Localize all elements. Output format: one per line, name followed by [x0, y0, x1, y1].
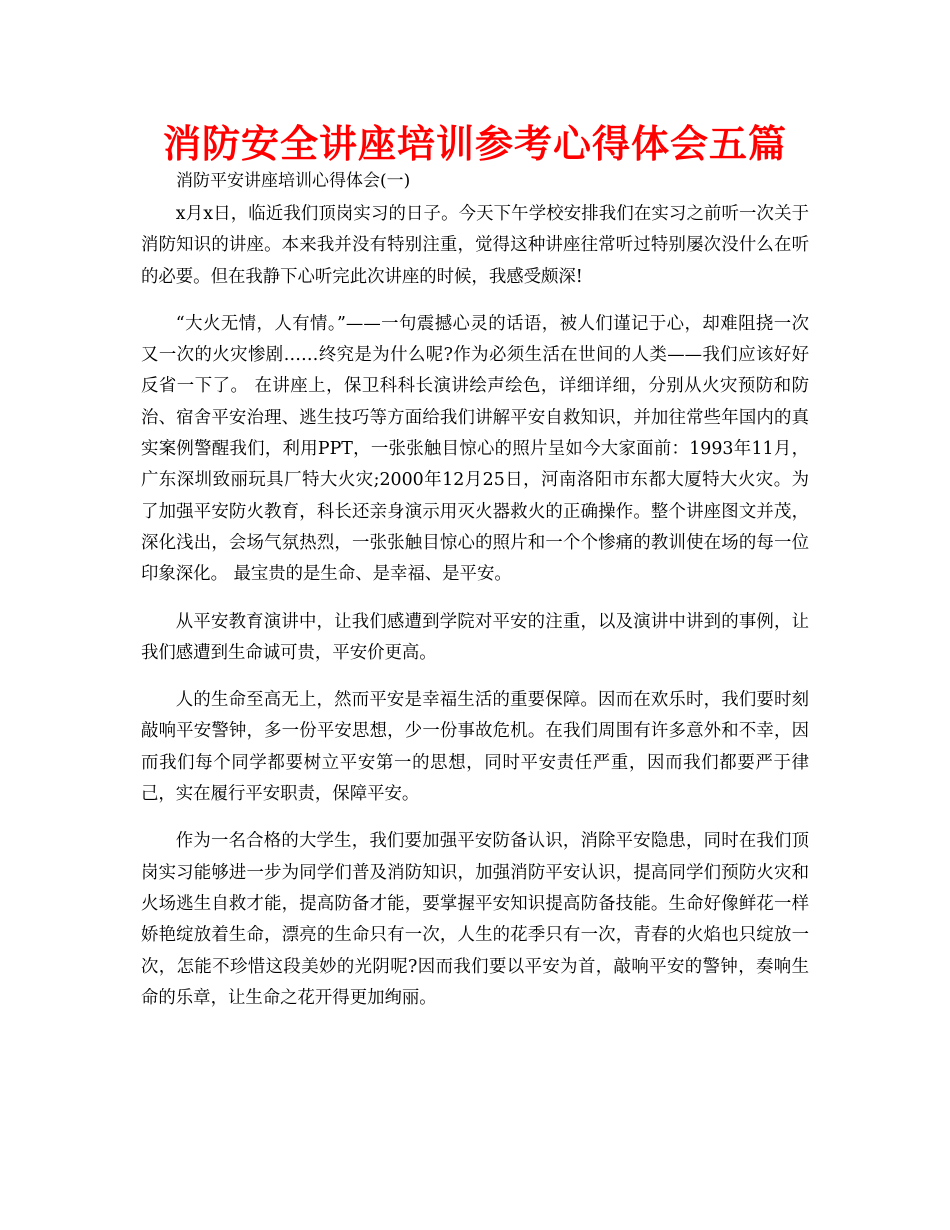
document-body — [141, 199, 809, 1030]
paragraph: 人的生命至高无上，然而平安是幸福生活的重要保障。因而在欢乐时，我们要时刻敲响平安警钟，多一份平安思想，少一份事故危机。在我们周围有许多意外和不幸，因而我们每个同学都要树立平安第一的思想，同时平安责任严重，因而我们都要严于律己，实在履行平安职责，保障平安。 — [141, 690, 809, 805]
paragraph: x月x日，临近我们顶岗实习的日子。今天下午学校安排我们在实习之前听一次关于消防知识的讲座。本来我并没有特别注重，觉得这种讲座往常听过特别屡次没什么在听的必要。但在我静下心听完此次讲座的时候，我感受颇深! — [141, 204, 809, 287]
paragraph: “大火无情，人有情。”——一句震撼心灵的话语，被人们谨记于心，却难阻挠一次又一次的火灾惨剧……终究是为什么呢?作为必须生活在世间的人类——我们应该好好反省一下了。 在讲座上，保卫科科长演讲绘声绘色，详细详细，分别从火灾预防和防治、宿舍平安治理、逃生技巧等方面给我们讲解平安自救知识，并加往常些年国内的真实案例警醒我们，利用PPT，一张张触目惊心的照片呈如今大家面前：1993年11月，广东深圳致丽玩具厂特大火灾;2000年12月25日，河南洛阳市东都大厦特大火灾。为了加强平安防火教育，科长还亲身演示用灭火器救火的正确操作。整个讲座图文并茂，深化浅出，会场气氛热烈，一张张触目惊心的照片和一个个惨痛的教训使在场的每一位印象深化。 最宝贵的是生命、是幸福、是平安。 — [141, 313, 809, 585]
paragraph: 作为一名合格的大学生，我们要加强平安防备认识，消除平安隐患，同时在我们顶岗实习能够进一步为同学们普及消防知识，加强消防平安认识，提高同学们预防火灾和火场逃生自救才能，提高防备才能，要掌握平安知识提高防备技能。生命好像鲜花一样娇艳绽放着生命，漂亮的生命只有一次，人生的花季只有一次，青春的火焰也只绽放一次，怎能不珍惜这段美妙的光阴呢?因而我们要以平安为首，敲响平安的警钟，奏响生命的乐章，让生命之花开得更加绚丽。 — [141, 831, 809, 1008]
section-heading: 消防平安讲座培训心得体会(一) — [176, 171, 411, 191]
paragraph: 从平安教育演讲中，让我们感遭到学院对平安的注重，以及演讲中讲到的事例，让我们感遭到生命诚可贵，平安价更高。 — [141, 611, 809, 663]
document-title: 消防安全讲座培训参考心得体会五篇 — [162, 122, 787, 166]
